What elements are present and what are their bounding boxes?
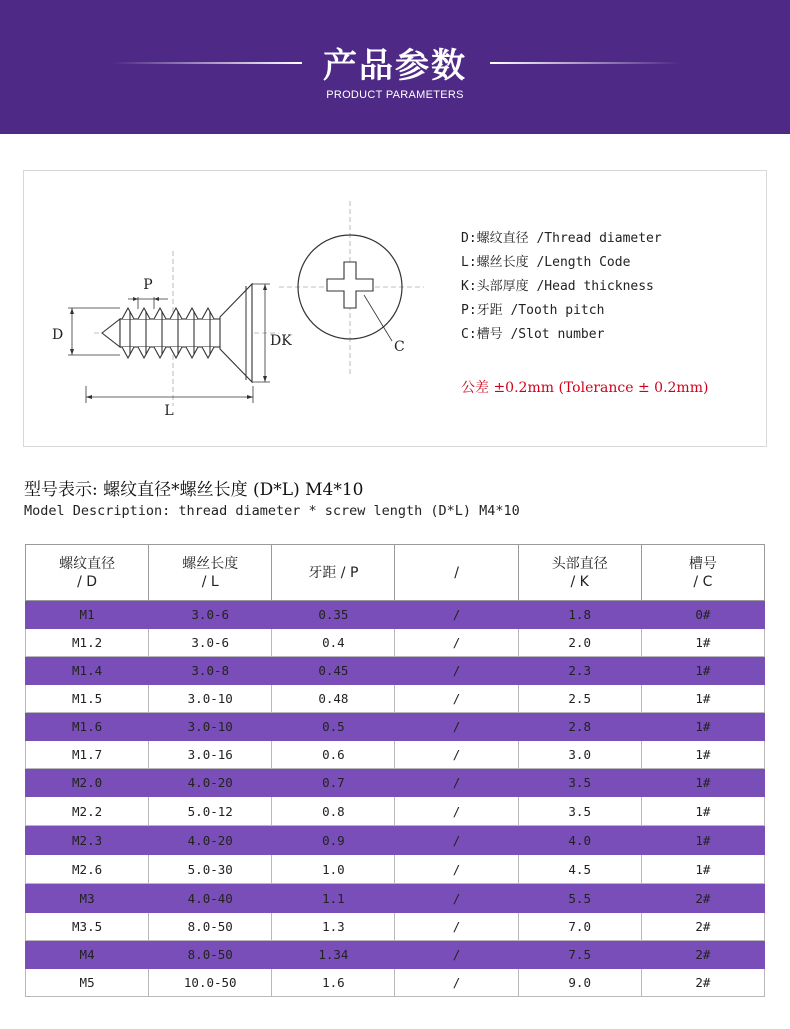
cell-length: 4.0-20 <box>149 826 272 855</box>
table-row <box>26 969 765 997</box>
cell-slash: / <box>395 601 518 629</box>
cell-slash: / <box>395 657 518 685</box>
cell-slot: 1# <box>641 741 764 769</box>
length-label: L <box>164 403 174 419</box>
cell-head-diameter: 3.5 <box>518 797 641 826</box>
page-subtitle: PRODUCT PARAMETERS <box>326 89 464 101</box>
cell-length: 8.0-50 <box>149 913 272 941</box>
cell-slot: 1# <box>641 657 764 685</box>
cell-thread-diameter: M4 <box>26 941 149 969</box>
cell-length: 3.0-8 <box>149 657 272 685</box>
cell-pitch: 0.5 <box>272 713 395 741</box>
tolerance-note: 公差 ±0.2mm (Tolerance ± 0.2mm) <box>461 380 709 396</box>
cell-head-diameter: 5.5 <box>518 884 641 913</box>
cell-head-diameter: 4.0 <box>518 826 641 855</box>
header-length: 螺丝长度 / L <box>149 545 272 601</box>
cell-thread-diameter: M2.2 <box>26 797 149 826</box>
cell-slot: 2# <box>641 913 764 941</box>
model-description-en: Model Description: thread diameter * screw length (D*L) M4*10 <box>24 503 520 519</box>
cell-head-diameter: 2.0 <box>518 629 641 657</box>
header-slash: / <box>395 545 518 601</box>
table-row <box>26 941 765 969</box>
cell-slot: 0# <box>641 601 764 629</box>
screw-diagram-panel <box>23 170 767 447</box>
cell-pitch: 0.48 <box>272 685 395 713</box>
cell-length: 4.0-20 <box>149 769 272 797</box>
cell-slash: / <box>395 713 518 741</box>
cell-slash: / <box>395 629 518 657</box>
cell-thread-diameter: M1.6 <box>26 713 149 741</box>
cell-slot: 1# <box>641 855 764 884</box>
cell-thread-diameter: M2.6 <box>26 855 149 884</box>
cell-length: 5.0-12 <box>149 797 272 826</box>
cell-length: 3.0-10 <box>149 685 272 713</box>
cell-pitch: 1.0 <box>272 855 395 884</box>
pitch-label: P <box>143 277 153 293</box>
legend-item: L:螺丝长度 /Length Code <box>461 255 631 270</box>
cell-pitch: 0.4 <box>272 629 395 657</box>
cell-thread-diameter: M3 <box>26 884 149 913</box>
cell-slot: 2# <box>641 884 764 913</box>
cell-pitch: 0.45 <box>272 657 395 685</box>
cell-length: 10.0-50 <box>149 969 272 997</box>
cell-head-diameter: 1.8 <box>518 601 641 629</box>
header-pitch: 牙距 / P <box>272 545 395 601</box>
cell-slot: 1# <box>641 713 764 741</box>
cell-slash: / <box>395 884 518 913</box>
cell-length: 3.0-6 <box>149 629 272 657</box>
cell-slash: / <box>395 769 518 797</box>
cell-pitch: 0.9 <box>272 826 395 855</box>
legend-item: D:螺纹直径 /Thread diameter <box>461 231 662 246</box>
cell-slot: 1# <box>641 797 764 826</box>
cell-slash: / <box>395 741 518 769</box>
table-row <box>26 741 765 769</box>
table-row <box>26 855 765 884</box>
slot-label: C <box>394 339 405 355</box>
legend-item: P:牙距 /Tooth pitch <box>461 303 605 318</box>
table-row <box>26 713 765 741</box>
cell-slash: / <box>395 941 518 969</box>
spec-table <box>25 544 765 997</box>
cell-slot: 1# <box>641 769 764 797</box>
cell-slash: / <box>395 969 518 997</box>
cell-slot: 2# <box>641 941 764 969</box>
page-title: 产品参数 <box>323 46 467 86</box>
cell-slot: 2# <box>641 969 764 997</box>
cell-head-diameter: 3.5 <box>518 769 641 797</box>
cell-pitch: 0.7 <box>272 769 395 797</box>
table-row <box>26 685 765 713</box>
diameter-label: D <box>52 327 64 343</box>
header-slot: 槽号 / C <box>641 545 764 601</box>
cell-head-diameter: 3.0 <box>518 741 641 769</box>
table-row <box>26 797 765 826</box>
table-row <box>26 657 765 685</box>
cell-head-diameter: 2.8 <box>518 713 641 741</box>
table-row <box>26 884 765 913</box>
cell-thread-diameter: M1.2 <box>26 629 149 657</box>
dimension-legend <box>461 227 662 347</box>
spec-table-header <box>26 545 765 601</box>
header-head-diameter: 头部直径 / K <box>518 545 641 601</box>
table-row <box>26 601 765 629</box>
cell-slash: / <box>395 826 518 855</box>
cell-slash: / <box>395 797 518 826</box>
cell-length: 5.0-30 <box>149 855 272 884</box>
cell-thread-diameter: M1.7 <box>26 741 149 769</box>
spec-table-body <box>26 601 765 997</box>
cell-thread-diameter: M1.5 <box>26 685 149 713</box>
cell-head-diameter: 4.5 <box>518 855 641 884</box>
cell-thread-diameter: M1.4 <box>26 657 149 685</box>
cell-head-diameter: 2.3 <box>518 657 641 685</box>
cell-thread-diameter: M3.5 <box>26 913 149 941</box>
table-row <box>26 769 765 797</box>
cell-thread-diameter: M5 <box>26 969 149 997</box>
cell-pitch: 1.1 <box>272 884 395 913</box>
cell-pitch: 0.35 <box>272 601 395 629</box>
header-thread-diameter: 螺纹直径 / D <box>26 545 149 601</box>
cell-head-diameter: 7.0 <box>518 913 641 941</box>
table-row <box>26 826 765 855</box>
legend-item: K:头部厚度 /Head thickness <box>461 279 654 294</box>
cell-slot: 1# <box>641 826 764 855</box>
cell-slash: / <box>395 913 518 941</box>
cell-length: 3.0-6 <box>149 601 272 629</box>
cell-thread-diameter: M1 <box>26 601 149 629</box>
cell-pitch: 1.3 <box>272 913 395 941</box>
cell-length: 3.0-10 <box>149 713 272 741</box>
cell-pitch: 0.6 <box>272 741 395 769</box>
cell-pitch: 0.8 <box>272 797 395 826</box>
cell-slot: 1# <box>641 629 764 657</box>
cell-thread-diameter: M2.0 <box>26 769 149 797</box>
table-row <box>26 629 765 657</box>
cell-length: 8.0-50 <box>149 941 272 969</box>
cell-pitch: 1.6 <box>272 969 395 997</box>
cell-pitch: 1.34 <box>272 941 395 969</box>
cell-slash: / <box>395 685 518 713</box>
cell-thread-diameter: M2.3 <box>26 826 149 855</box>
page-header <box>0 0 790 134</box>
cell-head-diameter: 7.5 <box>518 941 641 969</box>
cell-slot: 1# <box>641 685 764 713</box>
legend-item: C:槽号 /Slot number <box>461 327 605 342</box>
cell-slash: / <box>395 855 518 884</box>
cell-head-diameter: 2.5 <box>518 685 641 713</box>
head-diameter-label: DK <box>270 333 292 349</box>
cell-length: 3.0-16 <box>149 741 272 769</box>
cell-head-diameter: 9.0 <box>518 969 641 997</box>
table-row <box>26 913 765 941</box>
cell-length: 4.0-40 <box>149 884 272 913</box>
model-description-cn: 型号表示: 螺纹直径*螺丝长度 (D*L) M4*10 <box>24 480 364 500</box>
